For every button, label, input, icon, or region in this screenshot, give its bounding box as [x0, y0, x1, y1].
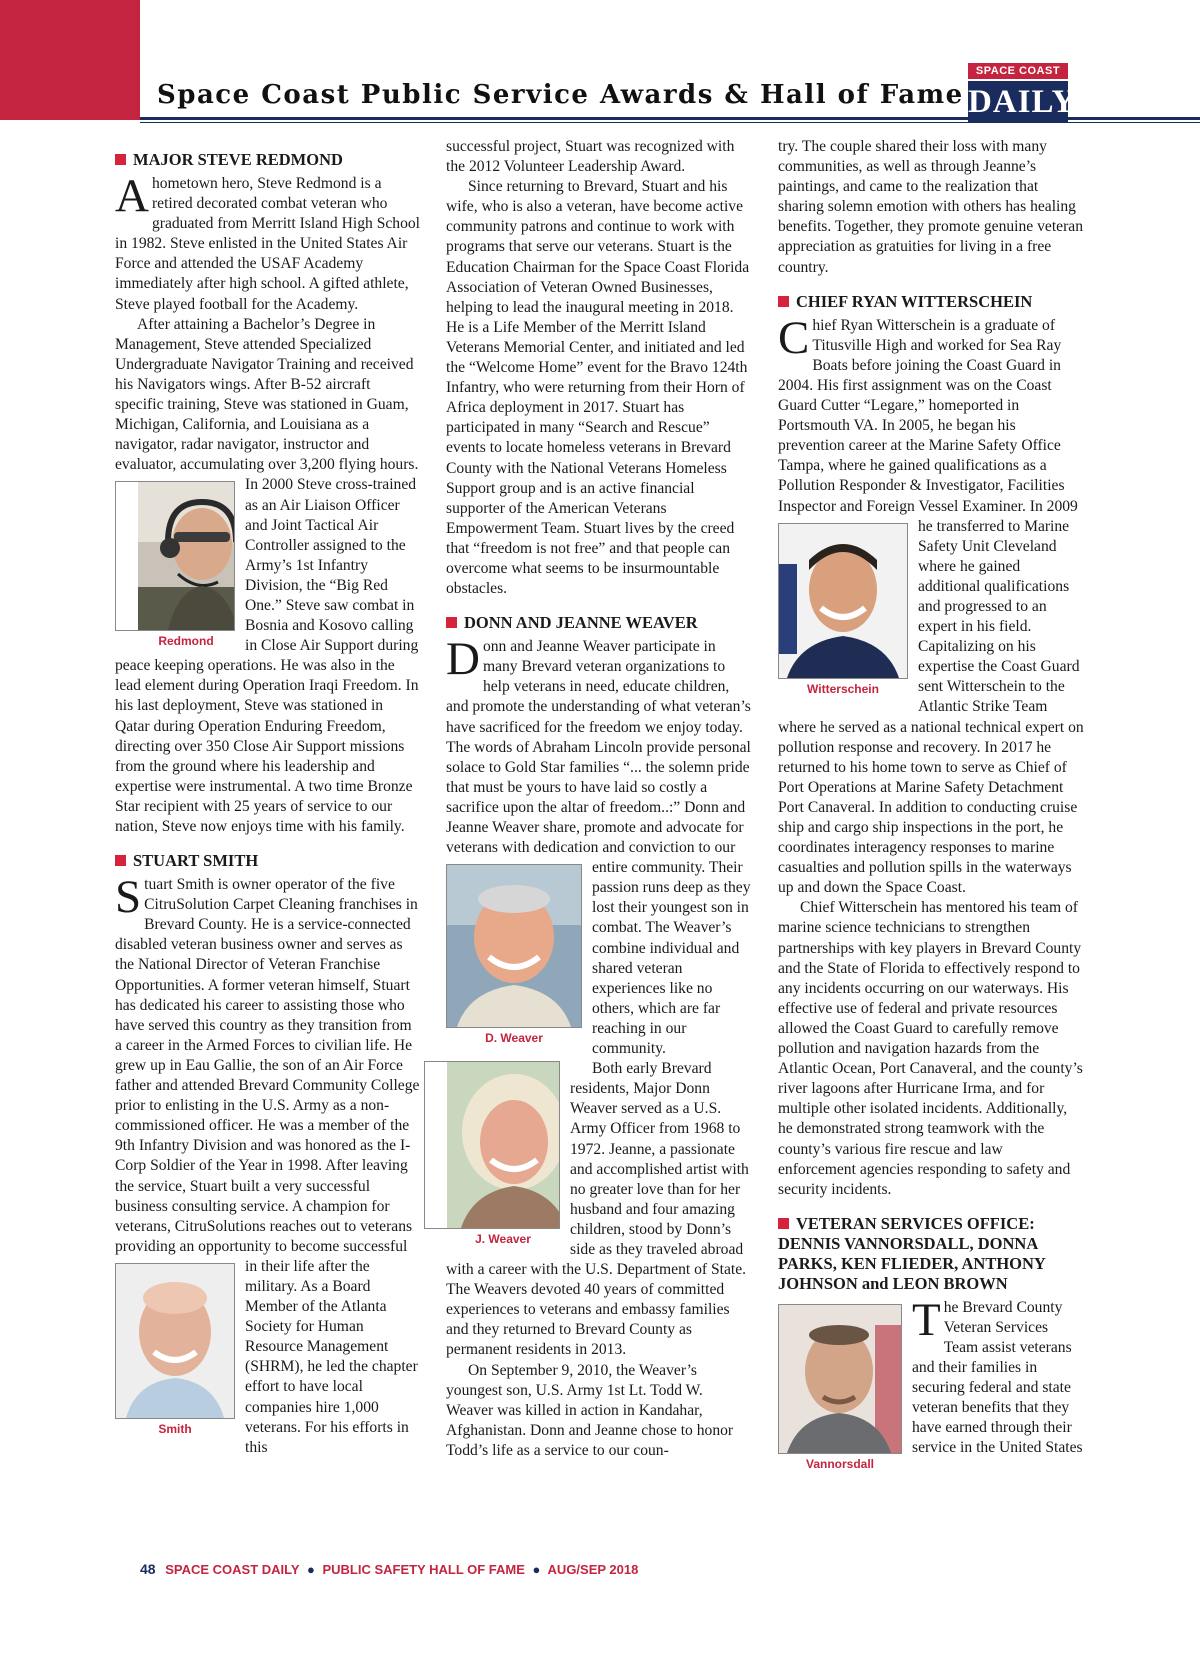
smith-text-1b: after the military. As a Board Member of the Atlanta Society for Human Resource Management (SHRM), he led the chapter effort to have local companies hire 1,000 veterans. For his efforts in this: [245, 1257, 418, 1456]
heading-text: CHIEF RYAN WITTERSCHEIN: [796, 291, 1033, 311]
vso-text-1: he Brevard County Veteran Services Team assist veterans and their families in securing federal and state veteran benefits that they have earned through their service in the United States: [912, 1298, 1083, 1457]
witterschein-portrait: [779, 524, 907, 678]
photo-vannorsdall: [778, 1304, 902, 1471]
redmond-paragraph-2: [115, 315, 421, 837]
column-1: [115, 138, 421, 1458]
witterschein-text-1a: hief Ryan Witterschein is a graduate of Titusville High and worked for Sea Ray Boats before joining the Coast Guard in 2004. His first assignment was on the Coast Guard Cutter “Legare,” homeported in Portsmouth VA. In 2005, he began his prevention career at the Marine Safety Office Tampa, where he gained qualifications as a Pollution Responder & Investigator, Facilities Inspector and Foreign Vessel: [778, 316, 1065, 515]
weaver-text-2b: side as they traveled abroad with a career with the U.S. Department of State. The Weavers devoted 40 years of committed experiences to veterans and embassy families and they returned to Brevard County as permanent residents in 2013.: [446, 1240, 747, 1359]
redmond-photo-image: [115, 481, 235, 631]
witterschein-photo-image: [778, 523, 908, 679]
heading-text: VETERAN SERVICES OFFICE: DENNIS VANNORSDALL, DONNA PARKS, KEN FLIEDER, ANTHONY JOHNSON and LEON BROWN: [778, 1213, 1046, 1293]
space-coast-daily-logo: [968, 63, 1095, 125]
drop-cap: C: [778, 311, 810, 364]
column-3: [778, 137, 1084, 1473]
smith-paragraph-1-cont: successful project, Stuart was recognized with the 2012 Volunteer Leadership Award.: [446, 138, 735, 176]
section-square-icon: [115, 154, 126, 165]
redmond-text-2a: After attaining a Bachelor’s Degree in Management, Steve attended Specialized Undergraduate Navigator Training and received his Navigators wings. After B-52 aircraft specific training, Steve was stationed in Guam, Michigan, California, and Louisiana as a navigator, radar navigator, instructor and evaluator, accumulating over 3,200 flying hours.: [115, 315, 419, 474]
section-square-icon: [446, 617, 457, 628]
section-square-icon: [115, 855, 126, 866]
redmond-paragraph-1: [115, 170, 421, 315]
redmond-text-1: hometown hero, Steve Redmond is a retired decorated combat veteran who graduated from Merritt Island High School in 1982. Steve enlisted in the United States Air Force and attended the USAF Academy immediately after high school. A gifted athlete, Steve played football for the Academy.: [115, 175, 421, 313]
witterschein-paragraph-2: Chief Witterschein has mentored his team of marine science technicians to strengthen partnerships with key players in Brevard County and the State of Florida to effectively respond to any incidents occurring on our waterways. His effective use of federal and private resources allowed the Coast Guard to carefully remove pollution and navigation hazards from the Atlantic Ocean, Port Canaveral, and the county’s river lagoons after Hurricane Irma, and for multiple other isolated incidents. Additionally, he demonstrated strong teamwork with the county’s various fire rescue and law enforcement agencies responding to safety and security incidents.: [778, 899, 1083, 1198]
weaver-paragraph-1: [446, 633, 752, 1059]
weaver-paragraph-3-cont: try. The couple shared their loss with many communities, as well as through Jeanne’s paintings, and came to the realization that sharing solemn emotion with others has healing benefits. Together, they promote genuine veteran appreciation as gratuities for living in a free country.: [778, 138, 1083, 276]
weaver-paragraph-2: [446, 1059, 752, 1360]
section-square-icon: [778, 296, 789, 307]
smith-paragraph-1: [115, 871, 421, 1458]
smith-text-1a: tuart Smith is owner operator of the five CitruSolution Carpet Cleaning franchises in Brevard County. He is a service-connected disabled veteran business owner and serves as the National Director of Veteran Franchise Opportunities. A former veteran himself, Stuart has dedicated his career to assisting those who have served this country as they transition from a career in the Armed Forces to civilian life. He grew up in Eau Gallie, the son of an Air Force father and attended Brevard Community College prior to enlisting in the U.S. Army as a non-commissioned officer. He was a member of the 9th Infantry Division and was honored as the I-Corp Soldier of the Year in 1998. After leaving the service, Stuart built a very successful business consulting service. A champion for veterans, CitruSolutions reaches out to veterans providing an opportunity to become successful in their life: [115, 876, 420, 1275]
vannorsdall-photo-image: [778, 1304, 902, 1454]
drop-cap: S: [115, 871, 142, 924]
d-weaver-photo-image: [446, 864, 582, 1028]
page-header-title: Space Coast Public Service Awards & Hall of Fame: [157, 80, 964, 110]
weaver-text-2a: Both early Brevard residents, Major Donn Weaver served as a U.S. Army Officer from 1968 to 1972. Jeanne, a passionate and accomplished artist with no greater love than for her husband and four amazing children, stood by Donn’s: [570, 1060, 749, 1238]
caption-vannorsdall: Vannorsdall: [805, 1456, 875, 1471]
footer-publication: SPACE COAST DAILY: [165, 1562, 300, 1577]
caption-witterschein: Witterschein: [807, 681, 879, 696]
photo-witterschein: [778, 523, 908, 696]
j-weaver-portrait: [447, 1062, 560, 1228]
drop-cap: A: [115, 170, 149, 222]
witterschein-text-1b: Examiner. In 2009 he transferred to Marine Safety Unit Cleveland where he gained additional qualifications and progressed to an expert in his field. Capitalizing on his expertise the Coast Guard sent Witterschein to the Atlantic Strike Team where he served as a national technical expert on pollution response and recovery. In 2017 he returned to his home town to serve as Chief of Port Operations at Marine Safety Detachment Port Canaveral. In addition to conducting cruise ship and cargo ship inspections in the port, he coordinates interagency responses to marine casualties and pollution spills in the waterways up and down the Space Coast.: [778, 497, 1084, 897]
d-weaver-portrait: [447, 865, 581, 1027]
photo-smith: [115, 1263, 235, 1436]
section-heading-witterschein: [778, 292, 1084, 312]
caption-redmond: Redmond: [158, 634, 214, 649]
photo-d-weaver: [446, 864, 582, 1045]
vannorsdall-portrait: [779, 1305, 901, 1453]
smith-photo-image: [115, 1263, 235, 1419]
footer-bullet-icon: ●: [306, 1562, 315, 1577]
section-heading-weaver: [446, 613, 752, 633]
footer-section: PUBLIC SAFETY HALL OF FAME: [322, 1562, 525, 1577]
drop-cap: T: [912, 1293, 941, 1346]
logo-main-word: DAILY: [968, 84, 1077, 120]
photo-j-weaver: [424, 1061, 560, 1246]
caption-smith: Smith: [158, 1421, 192, 1436]
page-footer: [140, 1561, 638, 1577]
footer-bullet-icon: ●: [532, 1562, 541, 1577]
caption-d-weaver: D. Weaver: [485, 1031, 543, 1046]
heading-text: MAJOR STEVE REDMOND: [133, 150, 343, 169]
witterschein-paragraph-1: [778, 311, 1084, 899]
section-heading-smith: [115, 851, 421, 871]
section-heading-redmond: [115, 150, 421, 170]
smith-paragraph-2: Since returning to Brevard, Stuart and his wife, who is also a veteran, have become active community patrons and continue to work with programs that serve our veterans. Stuart is the Education Chairman for the Space Coast Florida Association of Veteran Owned Businesses, helping to lead the inaugural meeting in 2018. He is a Life Member of the Merritt Island Veterans Memorial Center, and initiated and led the “Welcome Home” event for the Bravo 124th Infantry, who were returning from their Horn of Africa deployment in 2017. Stuart has participated in many “Search and Rescue” events to locate homeless veterans in Brevard County with the National Veterans Homeless Support group and is an active financial supporter of the American Veterans Empowerment Team. Stuart lives by the creed that “freedom is not free” and that people can overcome what seems to be insurmountable obstacles.: [446, 178, 750, 598]
redmond-text-2b: In 2000 Steve cross-trained as an Air Liaison Officer and Joint Tactical Air Controller assigned to the Army’s 1st Infantry Division, the “Big Red One.” Steve saw combat in Bosnia and Kosovo calling in Close Air Support during peace keeping operations. He was also in the lead element during Operation Iraqi Freedom. In his last deployment, Steve was stationed in Qatar during Operation Enduring Freedom, directing over 350 Close Air Support missions from the ground where his leadership and expertise were instrumental. A two time Bronze Star recipient with 25 years of service to our nation, Steve now enjoys time with his family.: [115, 476, 419, 835]
weaver-text-1a: onn and Jeanne Weaver participate in many Brevard veteran organizations to help veterans in need, educate children, and promote the understanding of what veteran’s have sacrificed for the freedom we enjoy today. The words of Abraham Lincoln provide personal solace to Gold Star families “... the solemn pride that must be yours to have laid so costly a sacrifice upon the altar of freedom..:” Donn and Jeanne Weaver share, promote and advocate for veterans with dedication and conviction to our entire community. Their: [446, 638, 751, 877]
logo-main-text: [968, 81, 1095, 123]
smith-portrait: [116, 1264, 234, 1418]
section-heading-vso: [778, 1214, 1084, 1294]
heading-text: DONN AND JEANNE WEAVER: [464, 613, 698, 633]
j-weaver-photo-image: [424, 1061, 560, 1229]
logo-side-text: .com: [1076, 99, 1095, 110]
weaver-text-1b: passion runs deep as they lost their youngest son in combat. The Weaver’s combine individual and shared veteran experiences like no others, which are far reaching in our community.: [592, 879, 751, 1058]
corner-accent-block: [0, 0, 140, 120]
drop-cap: D: [446, 633, 480, 686]
photo-redmond: [115, 481, 235, 648]
weaver-paragraph-3: On September 9, 2010, the Weaver’s youngest son, U.S. Army 1st Lt. Todd W. Weaver was killed in action in Kandahar, Afghanistan. Donn and Jeanne chose to honor Todd’s life as a service to our coun-: [446, 1361, 734, 1459]
logo-top-text: SPACE COAST: [968, 63, 1068, 79]
footer-date: AUG/SEP 2018: [547, 1562, 639, 1577]
caption-j-weaver: J. Weaver: [475, 1232, 531, 1247]
heading-text: STUART SMITH: [133, 851, 259, 871]
vso-paragraph-1: [778, 1293, 1084, 1471]
redmond-portrait: [138, 482, 235, 630]
column-2: [446, 137, 752, 1461]
section-square-icon: [778, 1218, 789, 1229]
page-number: 48: [140, 1561, 156, 1577]
